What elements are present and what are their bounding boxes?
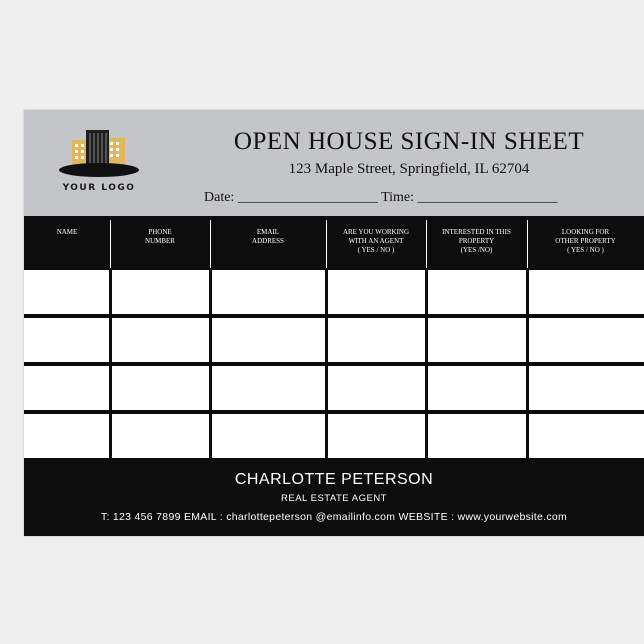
- table-cell[interactable]: [328, 366, 425, 410]
- date-time-line: [204, 190, 644, 206]
- table-cell[interactable]: [112, 366, 209, 410]
- column-header: ARE YOU WORKING WITH AN AGENT ( YES / NO ): [342, 228, 410, 254]
- table-cell[interactable]: [212, 318, 325, 362]
- agent-title: REAL ESTATE AGENT: [281, 493, 387, 504]
- sheet-header: [24, 110, 644, 216]
- column-header: EMAIL ADDRESS: [252, 228, 284, 245]
- column-header: NAME: [56, 228, 78, 236]
- agent-contact: T: 123 456 7899 EMAIL : charlottepeterson @emailinfo.com WEBSITE : www.yourwebsite.com: [100, 511, 568, 523]
- table-cell[interactable]: [428, 318, 526, 362]
- sign-in-table: [24, 216, 644, 462]
- table-cell[interactable]: [428, 414, 526, 458]
- table-cell[interactable]: [212, 270, 325, 314]
- table-cell[interactable]: [328, 414, 425, 458]
- logo: [54, 127, 144, 199]
- time-label: Time:: [381, 190, 415, 205]
- page-title: OPEN HOUSE SIGN-IN SHEET: [233, 128, 585, 155]
- table-cell[interactable]: [212, 366, 325, 410]
- table-cell[interactable]: [24, 414, 109, 458]
- column-header: LOOKING FOR OTHER PROPERTY ( YES / NO ): [555, 228, 616, 254]
- table-cell[interactable]: [112, 414, 209, 458]
- table-cell[interactable]: [112, 270, 209, 314]
- column-divider: [426, 220, 427, 268]
- column-divider: [110, 220, 111, 268]
- table-cell[interactable]: [24, 270, 109, 314]
- agent-name: CHARLOTTE PETERSON: [234, 471, 434, 488]
- table-header-row: [24, 216, 644, 268]
- table-cell[interactable]: [529, 270, 644, 314]
- table-cell[interactable]: [112, 318, 209, 362]
- table-cell[interactable]: [328, 318, 425, 362]
- column-divider: [210, 220, 211, 268]
- table-cell[interactable]: [328, 270, 425, 314]
- column-divider: [527, 220, 528, 268]
- column-header: INTERESTED IN THIS PROPERTY (YES /NO): [442, 228, 511, 254]
- property-address: 123 Maple Street, Springfield, IL 62704: [288, 161, 530, 177]
- logo-text: YOUR LOGO: [62, 183, 136, 193]
- column-divider: [326, 220, 327, 268]
- table-cell[interactable]: [428, 366, 526, 410]
- date-label: Date:: [204, 190, 235, 205]
- column-header: PHONE NUMBER: [145, 228, 175, 245]
- table-cell[interactable]: [212, 414, 325, 458]
- agent-footer: [24, 462, 644, 536]
- date-blank: ____________________: [237, 190, 378, 205]
- table-cell[interactable]: [24, 366, 109, 410]
- table-cell[interactable]: [24, 318, 109, 362]
- table-cell[interactable]: [529, 366, 644, 410]
- sign-in-sheet: [24, 110, 644, 536]
- table-cell[interactable]: [529, 414, 644, 458]
- city-buildings-icon: [54, 127, 144, 183]
- time-blank: ____________________: [417, 190, 558, 205]
- table-cell[interactable]: [428, 270, 526, 314]
- table-cell[interactable]: [529, 318, 644, 362]
